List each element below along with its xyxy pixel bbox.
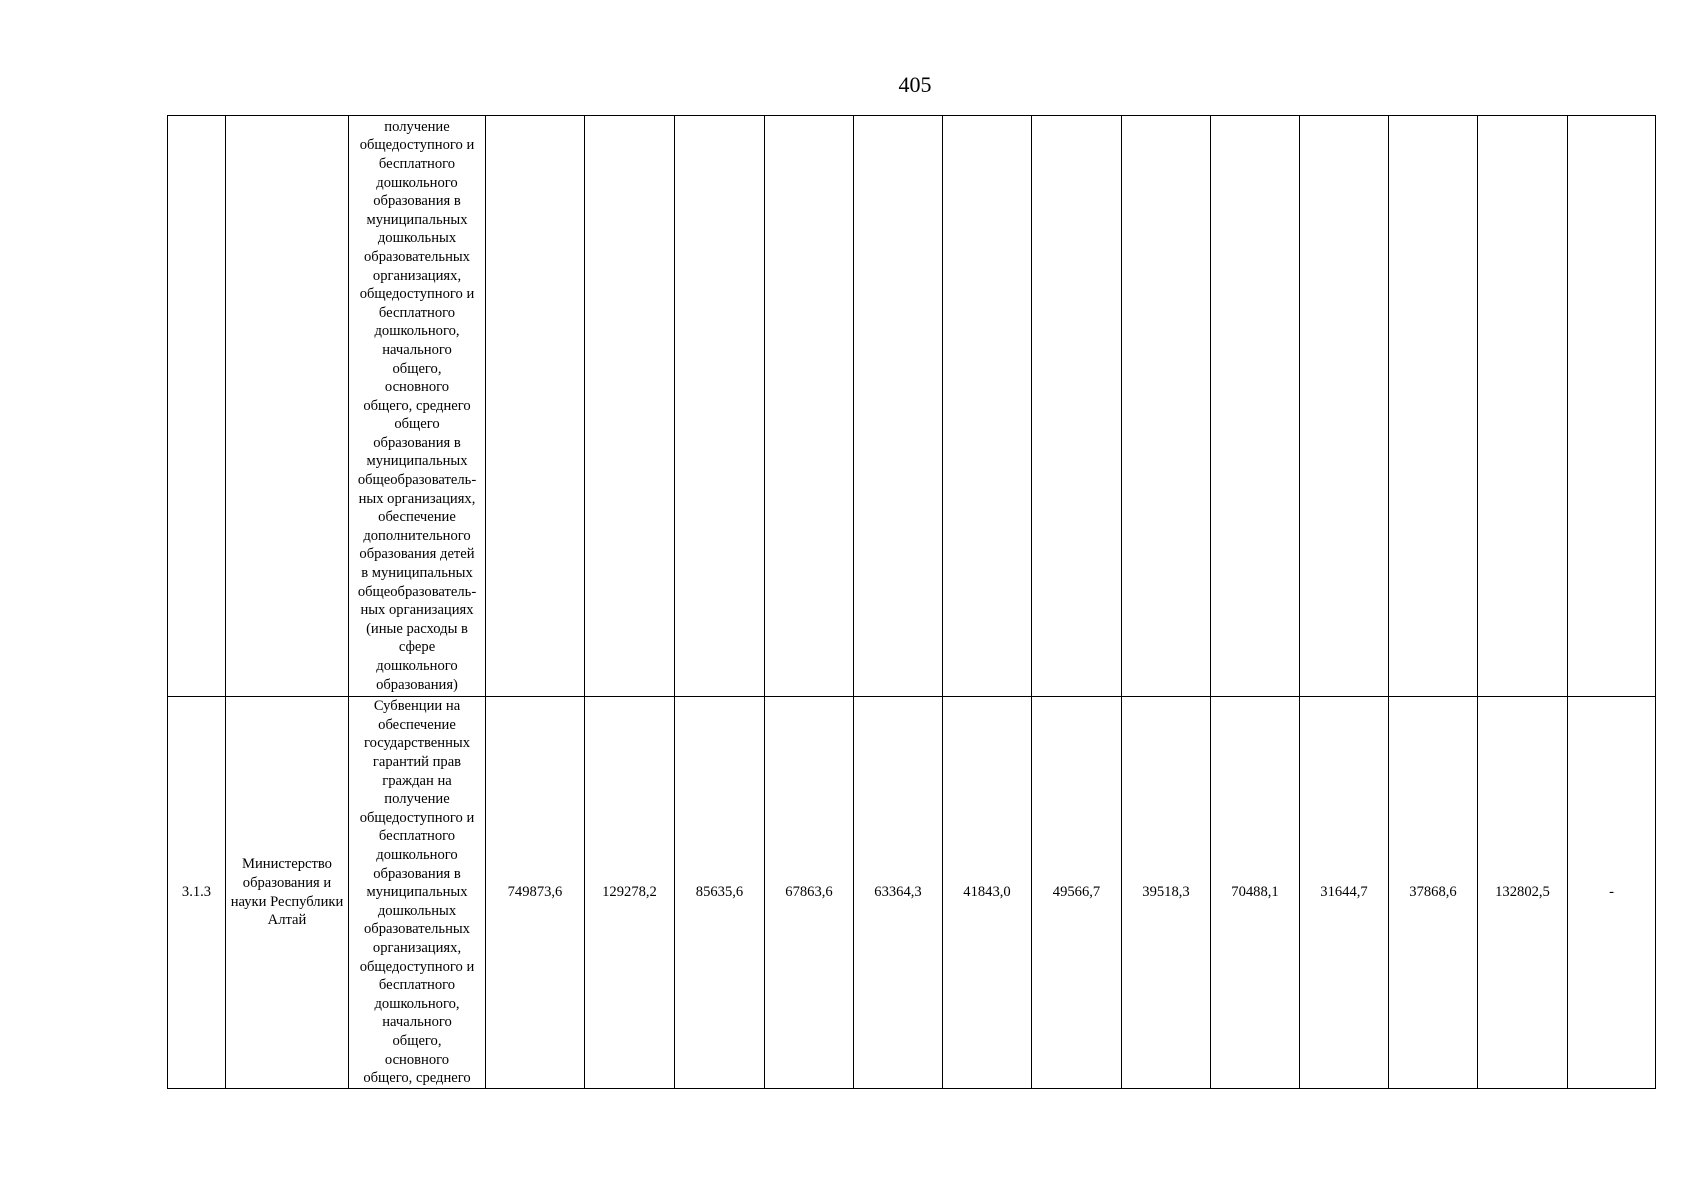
value-cell: 129278,2 bbox=[585, 697, 675, 1089]
value-cell bbox=[1568, 116, 1656, 697]
value-cell: 41843,0 bbox=[943, 697, 1032, 1089]
value-cell: 37868,6 bbox=[1389, 697, 1478, 1089]
value-cell bbox=[675, 116, 765, 697]
table-row bbox=[168, 116, 1656, 697]
page-number: 405 bbox=[898, 72, 932, 97]
value-cell: 85635,6 bbox=[675, 697, 765, 1089]
value-cell bbox=[486, 116, 585, 697]
value-cell: 31644,7 bbox=[1300, 697, 1389, 1089]
value-cell: 70488,1 bbox=[1211, 697, 1300, 1089]
value-cell bbox=[1211, 116, 1300, 697]
value-cell bbox=[854, 116, 943, 697]
value-cell: 63364,3 bbox=[854, 697, 943, 1089]
row-code bbox=[168, 116, 226, 697]
value-cell: 67863,6 bbox=[765, 697, 854, 1089]
row-executor: Министерство образования и науки Республики Алтай bbox=[226, 697, 349, 1089]
value-cell: 39518,3 bbox=[1122, 697, 1211, 1089]
row-description: получение общедоступного и бесплатного дошкольного образования в муниципальных дошкольных образовательных организациях, общедоступного и бесплатного дошкольного, начального общего, основного общего, среднего общего образования в муниципальных общеобразователь- ных организациях, обеспечение дополнительного образования детей в муниципальных общеобразователь- ных организациях (иные расходы в сфере дошкольного образования) bbox=[349, 116, 486, 697]
budget-table bbox=[167, 115, 1656, 1089]
value-cell bbox=[1478, 116, 1568, 697]
value-cell bbox=[1032, 116, 1122, 697]
value-cell bbox=[1122, 116, 1211, 697]
value-cell: 49566,7 bbox=[1032, 697, 1122, 1089]
value-cell bbox=[1300, 116, 1389, 697]
row-description: Субвенции на обеспечение государственных гарантий прав граждан на получение общедоступного и бесплатного дошкольного образования в муниципальных дошкольных образовательных организациях, общедоступного и бесплатного дошкольного, начального общего, основного общего, среднего bbox=[349, 697, 486, 1089]
value-cell: - bbox=[1568, 697, 1656, 1089]
value-cell bbox=[765, 116, 854, 697]
value-cell: 132802,5 bbox=[1478, 697, 1568, 1089]
value-cell bbox=[943, 116, 1032, 697]
row-executor bbox=[226, 116, 349, 697]
value-cell: 749873,6 bbox=[486, 697, 585, 1089]
table-row bbox=[168, 697, 1656, 1089]
value-cell bbox=[585, 116, 675, 697]
value-cell bbox=[1389, 116, 1478, 697]
row-code: 3.1.3 bbox=[168, 697, 226, 1089]
